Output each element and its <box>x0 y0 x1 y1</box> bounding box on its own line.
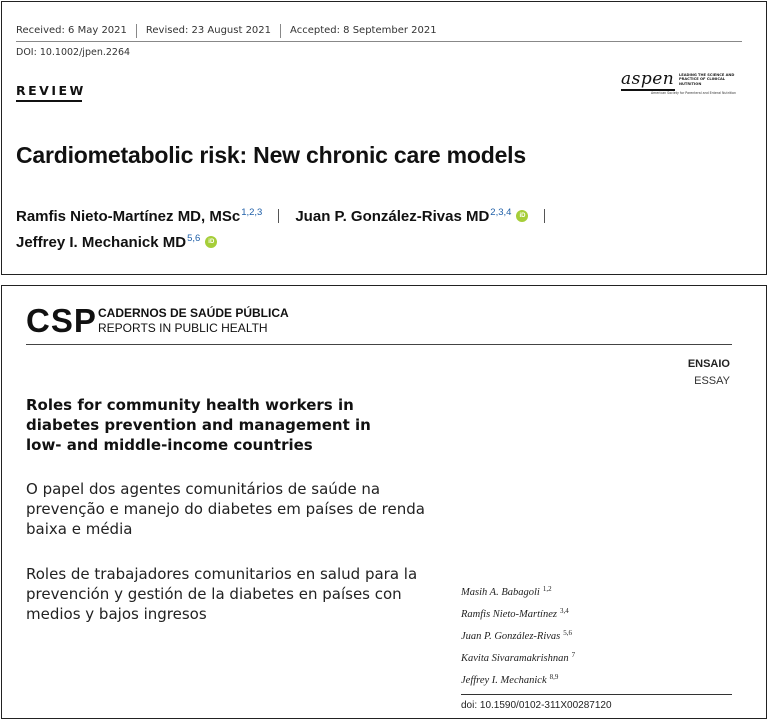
paper-header-csp <box>1 285 767 719</box>
separator <box>544 209 545 223</box>
csp-logo: CSP <box>26 302 97 339</box>
divider <box>461 694 732 695</box>
title-english: Roles for community health workers in diabetes prevention and management in low- and middle-income countries <box>26 396 371 454</box>
author[interactable]: Jeffrey I. Mechanick MD$^{5,6}$ <box>16 233 201 251</box>
author[interactable]: Ramfis Nieto-Martínez $^{3,4}$ <box>461 607 569 620</box>
separator <box>278 209 279 223</box>
author[interactable]: Masih A. Babagoli $^{1,2}$ <box>461 585 552 598</box>
article-dates <box>16 24 455 38</box>
author[interactable]: Juan P. González-Rivas MD$^{2,3,4}$ <box>295 207 512 225</box>
title-spanish: Roles de trabajadores comunitarios en salud para la prevención y gestión de la diabetes en países con medios y bajos ingresos <box>26 565 418 623</box>
author-list <box>16 203 736 255</box>
section-label: REVIEW <box>16 83 86 98</box>
author[interactable]: Juan P. González-Rivas $^{5,6}$ <box>461 629 573 642</box>
paper-header-jpen <box>1 1 767 275</box>
author-list <box>461 580 575 690</box>
author[interactable]: Jeffrey I. Mechanick $^{8,9}$ <box>461 673 559 686</box>
aspen-logo <box>621 69 746 95</box>
received-date: Received: 6 May 2021 <box>16 24 137 38</box>
accepted-date: Accepted: 8 September 2021 <box>290 25 437 36</box>
divider <box>16 41 742 42</box>
revised-date: Revised: 23 August 2021 <box>146 24 281 38</box>
aspen-logo-subtitle: American Society for Parenteral and Enteral Nutrition <box>651 91 737 95</box>
orcid-icon[interactable]: iD <box>205 236 217 248</box>
orcid-icon[interactable]: iD <box>516 210 528 222</box>
author[interactable]: Kavita Sivaramakrishnan $^7$ <box>461 651 576 664</box>
doi-link[interactable]: DOI: 10.1002/jpen.2264 <box>16 47 131 58</box>
aspen-logo-word: aspen <box>621 69 675 89</box>
journal-name-pt: CADERNOS DE SAÚDE PÚBLICA <box>98 306 289 320</box>
article-type-en: ESSAY <box>694 375 730 387</box>
title-portuguese: O papel dos agentes comunitários de saúde na prevenção e manejo do diabetes em países de renda baixa e média <box>26 480 425 538</box>
article-type-pt: ENSAIO <box>687 358 730 370</box>
aspen-logo-tagline: LEADING THE SCIENCE AND PRACTICE OF CLINICAL NUTRITION <box>679 73 735 86</box>
journal-name-en: REPORTS IN PUBLIC HEALTH <box>98 321 268 335</box>
article-title: Cardiometabolic risk: New chronic care models <box>16 142 526 168</box>
section-underline <box>16 100 82 102</box>
divider <box>26 344 732 345</box>
author[interactable]: Ramfis Nieto-Martínez MD, MSc$^{1,2,3}$ <box>16 207 263 225</box>
doi-link[interactable]: doi: 10.1590/0102-311X00287120 <box>461 700 612 711</box>
